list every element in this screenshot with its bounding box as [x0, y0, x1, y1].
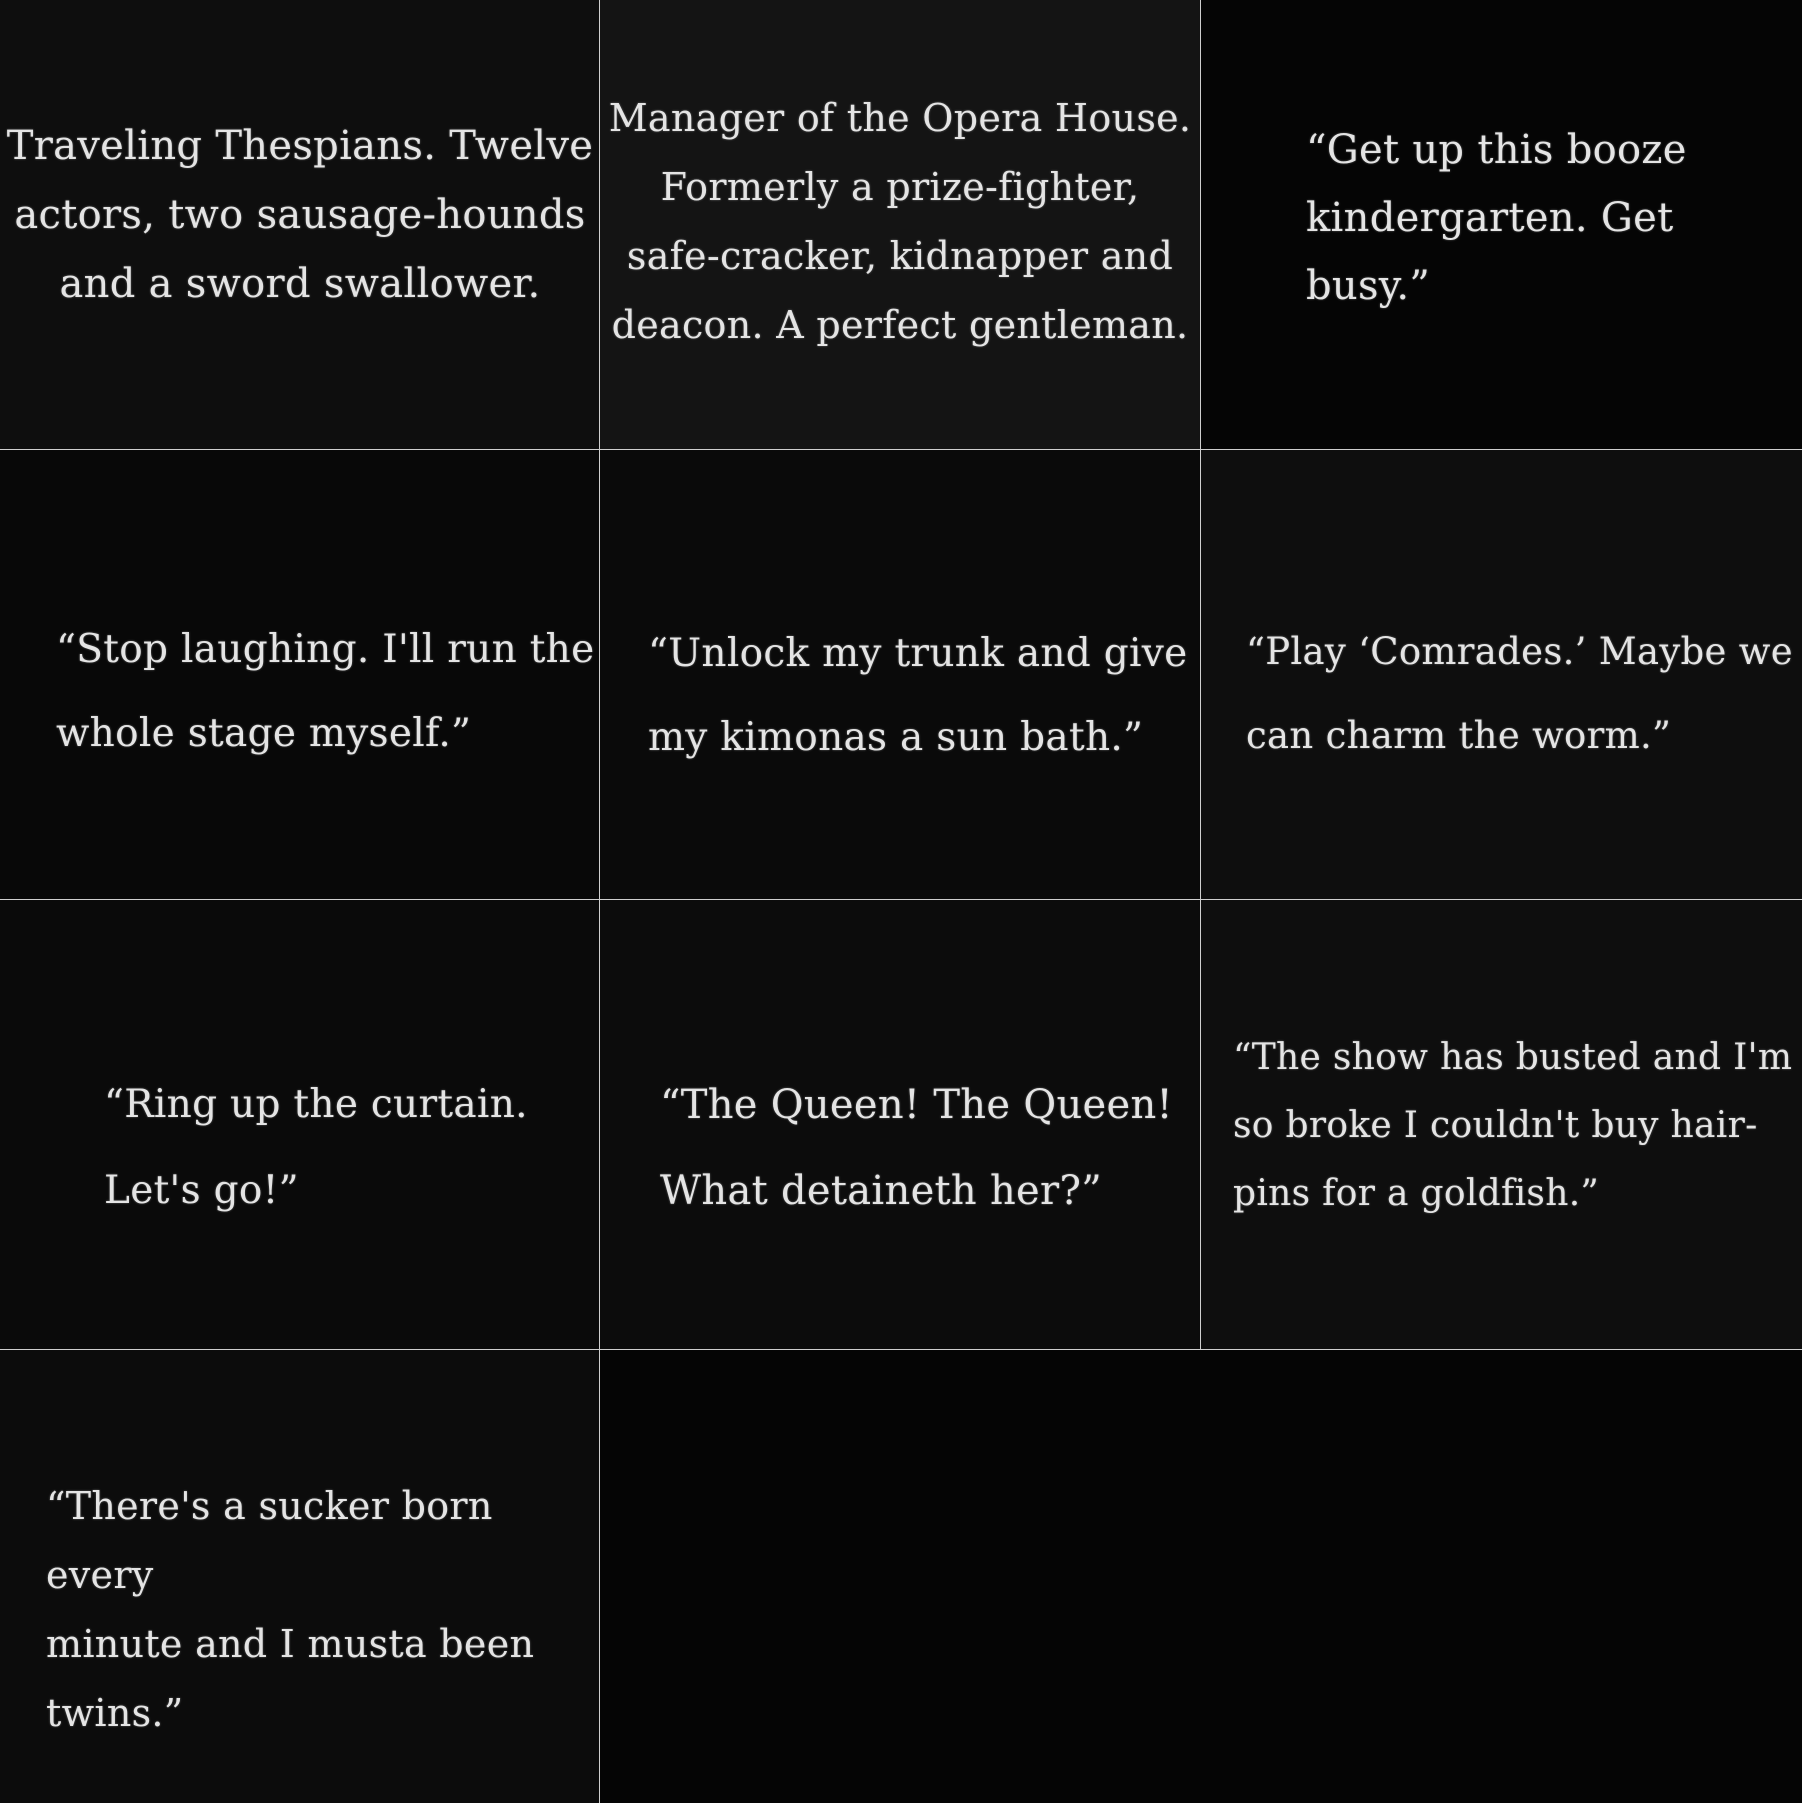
empty-cell [600, 1350, 1201, 1803]
title-card-text: “Unlock my trunk and give my kimonas a sun bath.” [648, 631, 1188, 760]
title-card-4 [0, 450, 600, 900]
title-card-text: “Ring up the curtain. Let's go!” [104, 1082, 528, 1213]
title-card-text: “The show has busted and I'm so broke I couldn't buy hair- pins for a goldfish.” [1233, 1037, 1793, 1214]
title-card-10 [0, 1350, 600, 1803]
title-card-text: “Stop laughing. I'll run the whole stage myself.” [56, 627, 595, 756]
title-card-text: “Play ‘Comrades.’ Maybe we can charm the worm.” [1246, 630, 1793, 757]
title-card-1 [0, 0, 600, 450]
title-card-text: Traveling Thespians. Twelve actors, two sausage-hounds and a sword swallower. [6, 123, 594, 307]
title-card-text: Manager of the Opera House. Formerly a prize-fighter, safe-cracker, kidnapper and deacon. A perfect gentleman. [608, 96, 1192, 347]
title-card-text: “There's a sucker born every minute and I musta been twins.” [46, 1484, 535, 1735]
title-card-8 [600, 900, 1201, 1350]
title-card-5 [600, 450, 1201, 900]
title-card-7 [0, 900, 600, 1350]
title-card-6 [1201, 450, 1802, 900]
title-card-text: “Get up this booze kindergarten. Get busy.” [1306, 127, 1687, 309]
title-card-9 [1201, 900, 1802, 1350]
title-card-2 [600, 0, 1201, 450]
title-card-text: “The Queen! The Queen! What detaineth her?” [660, 1082, 1173, 1214]
empty-cell [1201, 1350, 1802, 1803]
title-card-3 [1201, 0, 1802, 450]
